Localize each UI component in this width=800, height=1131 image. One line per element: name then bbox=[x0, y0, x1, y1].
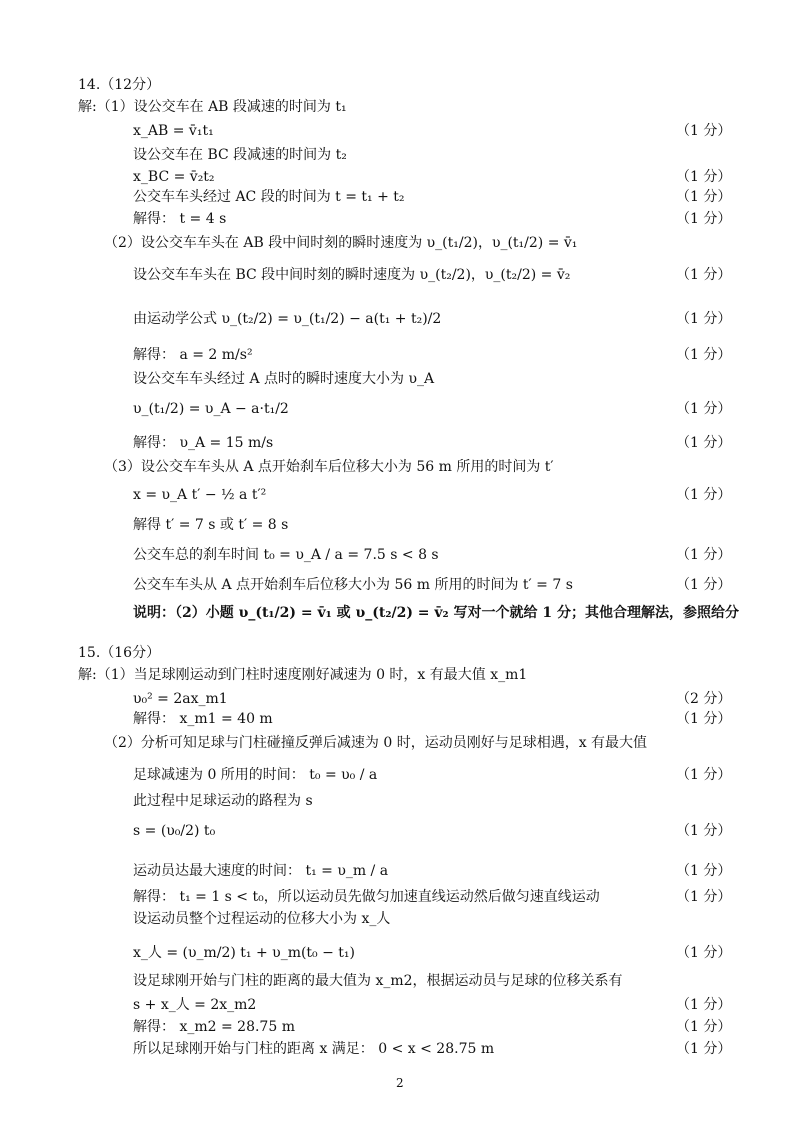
q15-line-3: 解得： x_m1 = 40 m bbox=[133, 711, 273, 727]
q14-points-13: （1 分） bbox=[676, 435, 732, 451]
q15-line-9: 解得： t₁ = 1 s < t₀，所以运动员先做匀加速直线运动然后做匀速直线运动 bbox=[133, 889, 600, 905]
q14-points-4: （1 分） bbox=[676, 169, 732, 185]
q15-line-14: 解得： x_m2 = 28.75 m bbox=[133, 1019, 295, 1035]
q14-line-8: 设公交车车头在 BC 段中间时刻的瞬时速度为 υ_(t₂/2)，υ_(t₂/2) = v̄₂ bbox=[133, 267, 571, 283]
q14-line-9: 由运动学公式 υ_(t₂/2) = υ_(t₁/2) − a(t₁ + t₂)/2 bbox=[133, 311, 442, 327]
q15-points-15: （1 分） bbox=[676, 1041, 732, 1057]
q14-line-15: x = υ_A t′ − ½ a t′² bbox=[133, 487, 267, 503]
q14-points-12: （1 分） bbox=[676, 401, 732, 417]
q15-points-11: （1 分） bbox=[676, 945, 732, 961]
q14-header: 14.（12分） bbox=[78, 77, 161, 93]
q14-line-7: （2）设公交车车头在 AB 段中间时刻的瞬时速度为 υ_(t₁/2)，υ_(t₁/2) = v̄₁ bbox=[104, 235, 578, 251]
q14-points-10: （1 分） bbox=[676, 347, 732, 363]
q15-points-3: （1 分） bbox=[676, 711, 732, 727]
q14-line-4: x_BC = v̄₂t₂ bbox=[133, 169, 215, 185]
q14-line-18: 公交车车头从 A 点开始刹车后位移大小为 56 m 所用的时间为 t′ = 7 s bbox=[133, 577, 573, 593]
q14-line-12: υ_(t₁/2) = υ_A − a·t₁/2 bbox=[133, 401, 289, 417]
q14-line-2: x_AB = v̄₁t₁ bbox=[133, 123, 214, 139]
q14-line-5: 公交车车头经过 AC 段的时间为 t = t₁ + t₂ bbox=[133, 189, 405, 205]
q15-points-5: （1 分） bbox=[676, 767, 732, 783]
q15-line-8: 运动员达最大速度的时间： t₁ = υ_m / a bbox=[133, 863, 389, 879]
q14-line-6: 解得： t = 4 s bbox=[133, 211, 227, 227]
q14-points-2: （1 分） bbox=[676, 123, 732, 139]
q14-line-1: 解:（1）设公交车在 AB 段减速的时间为 t₁ bbox=[78, 99, 347, 115]
q15-points-8: （1 分） bbox=[676, 863, 732, 879]
q14-line-17: 公交车总的刹车时间 t₀ = υ_A / a = 7.5 s < 8 s bbox=[133, 547, 439, 563]
q15-points-2: （2 分） bbox=[676, 691, 732, 707]
q15-line-13: s + x_人 = 2x_m2 bbox=[133, 997, 257, 1013]
q15-line-11: x_人 = (υ_m/2) t₁ + υ_m(t₀ − t₁) bbox=[133, 945, 355, 961]
page-number: 2 bbox=[396, 1076, 404, 1090]
q14-points-8: （1 分） bbox=[676, 267, 732, 283]
q14-points-6: （1 分） bbox=[676, 211, 732, 227]
q15-line-15: 所以足球刚开始与门柱的距离 x 满足： 0 < x < 28.75 m bbox=[133, 1041, 495, 1057]
q15-line-2: υ₀² = 2ax_m1 bbox=[133, 691, 228, 707]
q14-line-3: 设公交车在 BC 段减速的时间为 t₂ bbox=[133, 147, 347, 163]
q14-points-15: （1 分） bbox=[676, 487, 732, 503]
q15-line-1: 解:（1）当足球刚运动到门柱时速度刚好减速为 0 时，x 有最大值 x_m1 bbox=[78, 667, 528, 683]
q14-line-14: （3）设公交车车头从 A 点开始刹车后位移大小为 56 m 所用的时间为 t′ bbox=[104, 459, 554, 475]
q15-line-5: 足球减速为 0 所用的时间： t₀ = υ₀ / a bbox=[133, 767, 378, 783]
q14-points-5: （1 分） bbox=[676, 189, 732, 205]
q15-header: 15.（16分） bbox=[78, 645, 161, 661]
q14-points-18: （1 分） bbox=[676, 577, 732, 593]
q15-points-14: （1 分） bbox=[676, 1019, 732, 1035]
q15-line-4: （2）分析可知足球与门柱碰撞反弹后减速为 0 时，运动员刚好与足球相遇，x 有最大值 bbox=[104, 735, 648, 751]
q14-line-13: 解得： υ_A = 15 m/s bbox=[133, 435, 274, 451]
q15-line-6: 此过程中足球运动的路程为 s bbox=[133, 793, 313, 809]
q14-line-10: 解得： a = 2 m/s² bbox=[133, 347, 253, 363]
q15-points-7: （1 分） bbox=[676, 823, 732, 839]
q15-points-9: （1 分） bbox=[676, 889, 732, 905]
q14-points-9: （1 分） bbox=[676, 311, 732, 327]
q14-note: 说明：（2）小题 υ_(t₁/2) = v̄₁ 或 υ_(t₂/2) = v̄₂ 写对一个就给 1 分；其他合理解法，参照给分 bbox=[133, 605, 740, 621]
q15-line-12: 设足球刚开始与门柱的距离的最大值为 x_m2，根据运动员与足球的位移关系有 bbox=[133, 973, 623, 989]
q15-line-10: 设运动员整个过程运动的位移大小为 x_人 bbox=[133, 911, 391, 927]
q15-points-13: （1 分） bbox=[676, 997, 732, 1013]
q15-line-7: s = (υ₀/2) t₀ bbox=[133, 823, 216, 839]
q14-line-11: 设公交车车头经过 A 点时的瞬时速度大小为 υ_A bbox=[133, 371, 435, 387]
q14-line-16: 解得 t′ = 7 s 或 t′ = 8 s bbox=[133, 517, 289, 533]
q14-points-17: （1 分） bbox=[676, 547, 732, 563]
